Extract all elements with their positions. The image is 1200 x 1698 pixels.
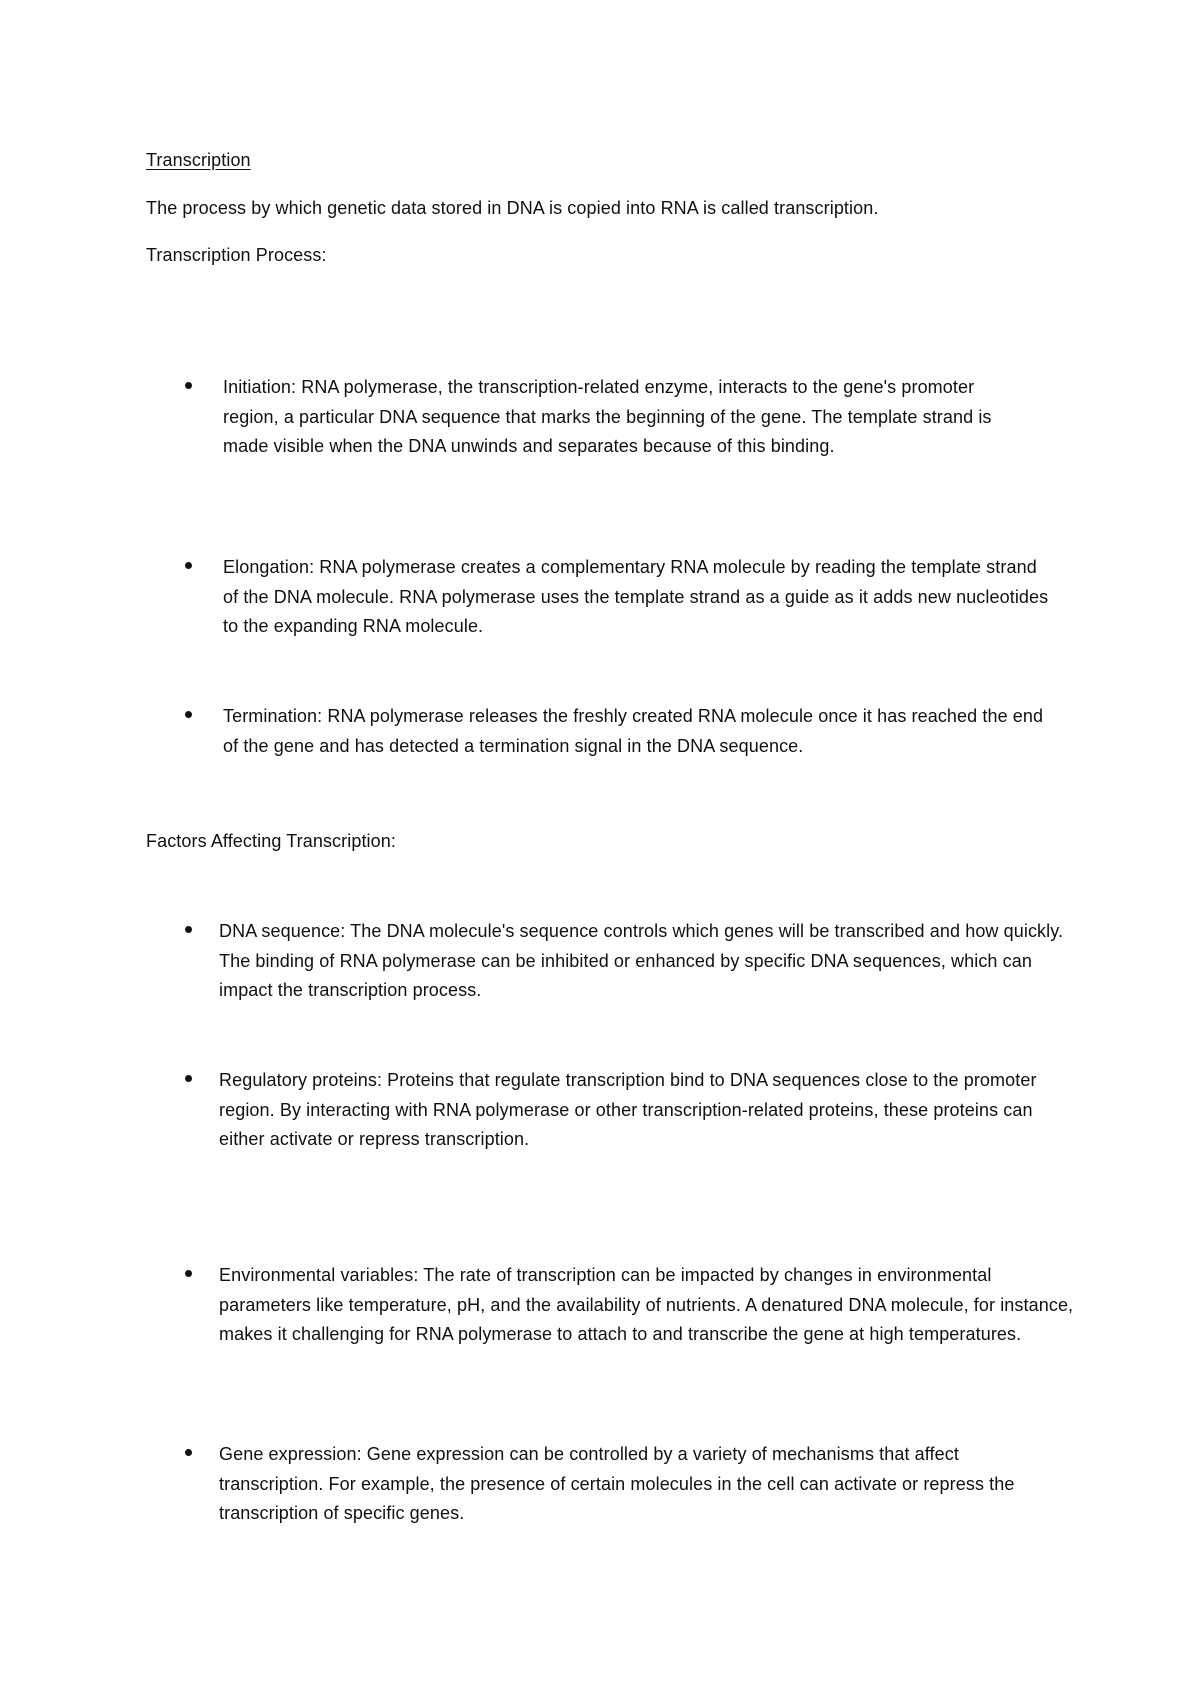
process-item-text: Initiation: RNA polymerase, the transcription-related enzyme, interacts to the gene's promoter region, a particular DNA sequence that marks the beginning of the gene. The template strand is made visible when the DNA unwinds and separates because of this binding. [223, 377, 992, 456]
factor-item-text: Gene expression: Gene expression can be controlled by a variety of mechanisms that affect transcription. For example, the presence of certain molecules in the cell can activate or repress the transcription of specific genes. [219, 1444, 1015, 1523]
process-item-text: Elongation: RNA polymerase creates a complementary RNA molecule by reading the template strand of the DNA molecule. RNA polymerase uses the template strand as a guide as it adds new nucleotides to the expanding RNA molecule. [223, 557, 1049, 636]
bullet-icon [185, 382, 195, 392]
process-item-text: Termination: RNA polymerase releases the freshly created RNA molecule once it has reached the end of the gene and has detected a termination signal in the DNA sequence. [223, 706, 1044, 756]
bullet-icon [185, 1449, 195, 1459]
bullet-icon [185, 562, 195, 572]
bullet-icon [185, 926, 195, 936]
factor-item-text: Regulatory proteins: Proteins that regulate transcription bind to DNA sequences close to the promoter region. By interacting with RNA polymerase or other transcription-related proteins, these proteins can either activate or repress transcription. [219, 1070, 1037, 1149]
bullet-icon [185, 711, 195, 721]
intro-paragraph: The process by which genetic data stored in DNA is copied into RNA is called transcription. [146, 198, 879, 218]
factor-item-text: Environmental variables: The rate of transcription can be impacted by changes in environmental parameters like temperature, pH, and the availability of nutrients. A denatured DNA molecule, for instance, makes it challenging for RNA polymerase to attach to and transcribe the gene at high temperatures. [219, 1265, 1074, 1344]
bullet-icon [185, 1270, 195, 1280]
document-title: Transcription [146, 150, 251, 170]
process-heading: Transcription Process: [146, 245, 327, 265]
factor-item-text: DNA sequence: The DNA molecule's sequence controls which genes will be transcribed and how quickly. The binding of RNA polymerase can be inhibited or enhanced by specific DNA sequences, which can impact the transcription process. [219, 921, 1064, 1000]
factors-heading: Factors Affecting Transcription: [146, 831, 396, 851]
bullet-icon [185, 1075, 195, 1085]
